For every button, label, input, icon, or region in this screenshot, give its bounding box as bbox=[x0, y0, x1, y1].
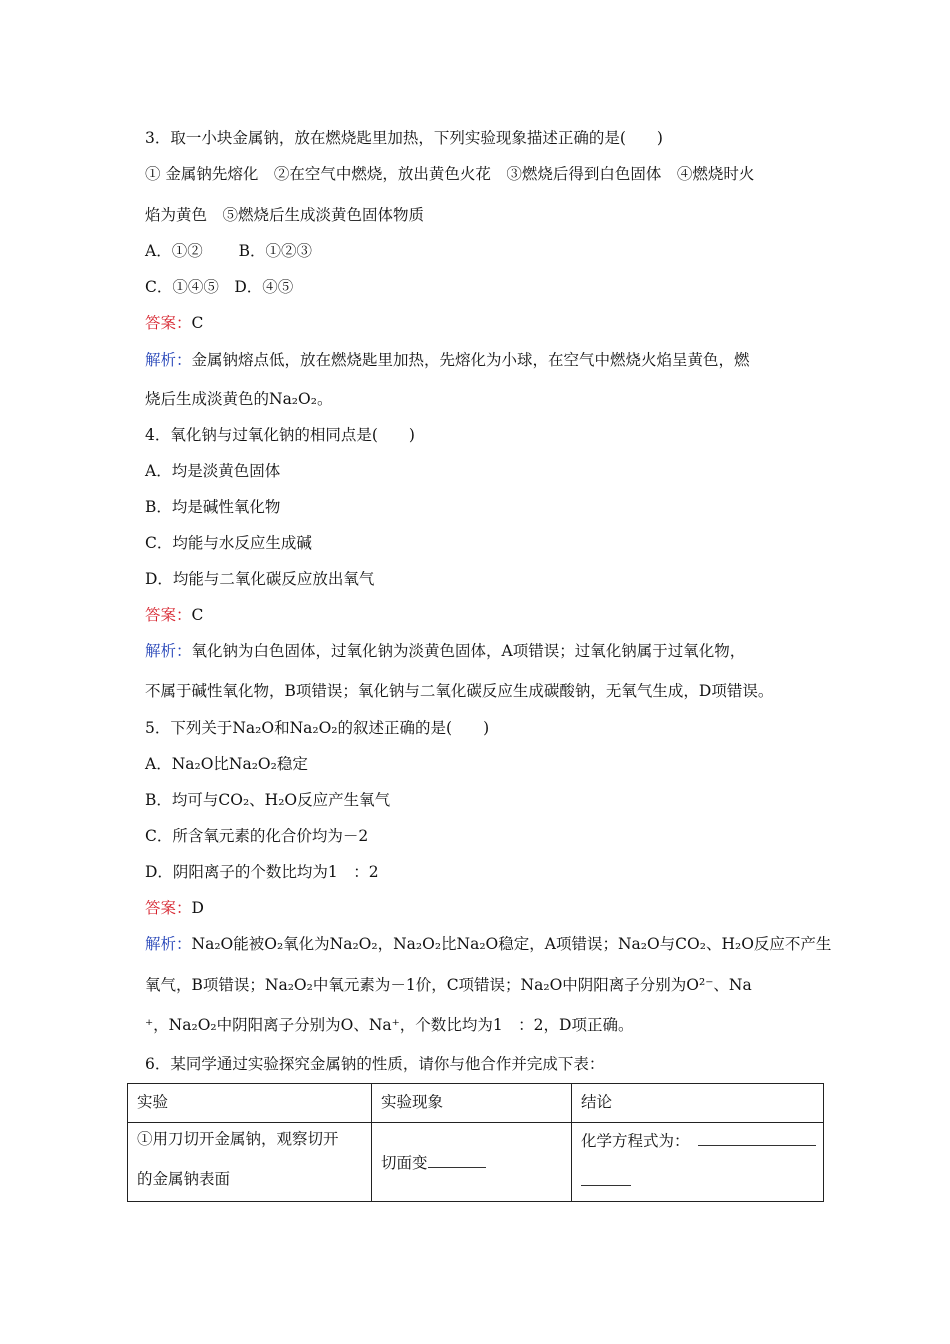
q3-statements-line2: 焰为黄色 ⑤燃烧后生成淡黄色固体物质 bbox=[145, 206, 425, 224]
q4-option-b: B．均是碱性氧化物 bbox=[145, 498, 281, 516]
explanation-label: 解析： bbox=[145, 935, 192, 953]
answer-label: 答案： bbox=[145, 899, 192, 917]
q3-options-ab: A．①② B．①②③ bbox=[145, 242, 313, 260]
q6-stem: 6．某同学通过实验探究金属钠的性质，请你与他合作并完成下表： bbox=[145, 1055, 605, 1073]
answer-label: 答案： bbox=[145, 314, 192, 332]
table-header-cell: 结论 bbox=[572, 1084, 824, 1123]
experiment-text-line1: ①用刀切开金属钠，观察切开 bbox=[137, 1130, 339, 1148]
phenomenon-blank[interactable] bbox=[428, 1153, 486, 1168]
equation-blank-continued[interactable] bbox=[581, 1171, 631, 1186]
table-row bbox=[128, 1123, 824, 1202]
q3-options-cd: C．①④⑤ D．④⑤ bbox=[145, 278, 294, 296]
answer-label: 答案： bbox=[145, 606, 192, 624]
table-header-row bbox=[128, 1084, 824, 1123]
q4-option-d: D．均能与二氧化碳反应放出氧气 bbox=[145, 570, 375, 588]
q5-explanation-line2: 氧气，B项错误；Na₂O₂中氧元素为－1价，C项错误；Na₂O中阴阳离子分别为O²⁻、Na bbox=[145, 976, 752, 994]
phenomenon-cell bbox=[372, 1123, 572, 1202]
q5-answer bbox=[145, 898, 204, 918]
q3-statements-line1: ① 金属钠先熔化 ②在空气中燃烧，放出黄色火花 ③燃烧后得到白色固体 ④燃烧时火 bbox=[145, 165, 755, 183]
q5-explanation-line3: ⁺，Na₂O₂中阴阳离子分别为O、Na⁺，个数比均为1 ：2，D项正确。 bbox=[145, 1016, 634, 1034]
phenomenon-text: 切面变 bbox=[381, 1154, 428, 1172]
q3-stem: 3．取一小块金属钠，放在燃烧匙里加热，下列实验现象描述正确的是( ) bbox=[145, 129, 663, 147]
q5-stem: 5．下列关于Na₂O和Na₂O₂的叙述正确的是( ) bbox=[145, 719, 490, 737]
equation-blank[interactable] bbox=[698, 1131, 816, 1146]
table-header-cell: 实验 bbox=[128, 1084, 372, 1123]
q5-option-d: D．阴阳离子的个数比均为1 ：2 bbox=[145, 863, 379, 881]
q3-explanation-line1 bbox=[145, 350, 750, 370]
explanation-label: 解析： bbox=[145, 642, 192, 660]
q4-explanation-line1 bbox=[145, 641, 745, 661]
explanation-label: 解析： bbox=[145, 351, 192, 369]
conclusion-cell bbox=[572, 1123, 824, 1202]
q3-explanation-line2: 烧后生成淡黄色的Na₂O₂。 bbox=[145, 390, 333, 408]
explanation-text: 氧化钠为白色固体，过氧化钠为淡黄色固体，A项错误；过氧化钠属于过氧化物， bbox=[191, 642, 746, 660]
answer-value: C bbox=[191, 606, 204, 624]
explanation-text: Na₂O能被O₂氧化为Na₂O₂，Na₂O₂比Na₂O稳定，A项错误；Na₂O与CO₂、H₂O反应不产生 bbox=[191, 935, 832, 953]
q5-option-b: B．均可与CO₂、H₂O反应产生氧气 bbox=[145, 791, 391, 809]
explanation-text: 金属钠熔点低，放在燃烧匙里加热，先熔化为小球，在空气中燃烧火焰呈黄色，燃 bbox=[191, 351, 750, 369]
q5-option-c: C．所含氧元素的化合价均为－2 bbox=[145, 827, 369, 845]
q5-explanation-line1 bbox=[145, 934, 831, 954]
table-header-cell: 实验现象 bbox=[372, 1084, 572, 1123]
q4-answer bbox=[145, 605, 203, 625]
answer-value: C bbox=[191, 314, 204, 332]
experiment-table bbox=[127, 1083, 824, 1202]
q4-explanation-line2: 不属于碱性氧化物，B项错误；氧化钠与二氧化碳反应生成碳酸钠，无氧气生成，D项错误。 bbox=[145, 682, 774, 700]
q5-option-a: A．Na₂O比Na₂O₂稳定 bbox=[145, 755, 308, 773]
q4-stem: 4．氧化钠与过氧化钠的相同点是( ) bbox=[145, 426, 415, 444]
q4-option-c: C．均能与水反应生成碱 bbox=[145, 534, 312, 552]
answer-value: D bbox=[191, 899, 204, 917]
conclusion-text: 化学方程式为： bbox=[581, 1132, 690, 1150]
experiment-text-line2: 的金属钠表面 bbox=[137, 1170, 231, 1188]
experiment-cell bbox=[128, 1123, 372, 1202]
q4-option-a: A．均是淡黄色固体 bbox=[145, 462, 281, 480]
q3-answer bbox=[145, 313, 203, 333]
